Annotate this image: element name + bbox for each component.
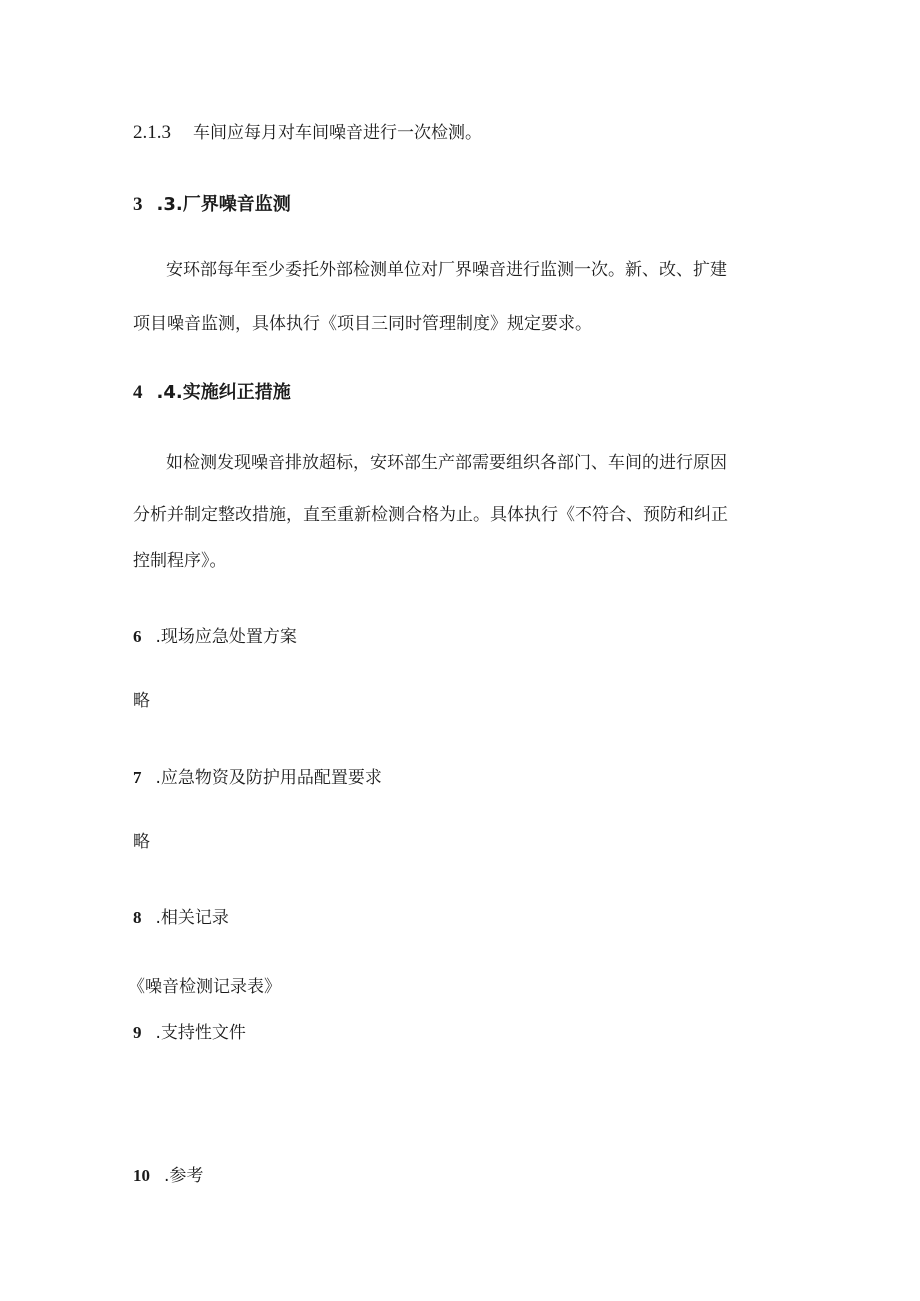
section-title: .现场应急处置方案 <box>155 627 297 647</box>
clause-text: 车间应每月对车间噪音进行一次检测。 <box>193 123 482 143</box>
section-6-body: 略 <box>133 691 150 711</box>
section-8-heading <box>133 907 229 929</box>
clause-number: 2.1.3 <box>133 122 171 143</box>
section-7-heading <box>133 767 382 789</box>
section-title: .3.厂界噪音监测 <box>156 194 291 215</box>
section-9-heading <box>133 1022 246 1044</box>
section-3-heading <box>133 194 291 216</box>
section-4-para-line-3: 控制程序》。 <box>133 551 227 571</box>
section-7-body: 略 <box>133 832 150 852</box>
section-number: 10 <box>133 1166 150 1185</box>
section-3-para-line-2: 项目噪音监测，具体执行《项目三同时管理制度》规定要求。 <box>133 314 592 334</box>
section-4-para-line-1: 如检测发现噪音排放超标，安环部生产部需要组织各部门、车间的进行原因 <box>166 453 727 473</box>
section-title: .参考 <box>164 1166 204 1186</box>
section-title: .4.实施纠正措施 <box>156 382 291 403</box>
section-title: .支持性文件 <box>155 1023 246 1043</box>
section-6-heading <box>133 626 297 648</box>
section-number: 7 <box>133 768 142 787</box>
section-10-heading <box>133 1165 203 1187</box>
section-number: 6 <box>133 627 142 646</box>
section-3-para-line-1: 安环部每年至少委托外部检测单位对厂界噪音进行监测一次。新、改、扩建 <box>166 260 727 280</box>
section-8-body: 《噪音检测记录表》 <box>128 977 281 997</box>
section-number: 8 <box>133 908 142 927</box>
section-title: .应急物资及防护用品配置要求 <box>155 768 382 788</box>
section-title: .相关记录 <box>155 908 229 928</box>
clause-2-1-3 <box>133 122 482 144</box>
section-4-heading <box>133 382 291 404</box>
section-4-para-line-2: 分析并制定整改措施，直至重新检测合格为止。具体执行《不符合、预防和纠正 <box>133 505 728 525</box>
section-number: 4 <box>133 382 143 403</box>
section-number: 3 <box>133 194 143 215</box>
section-number: 9 <box>133 1023 142 1042</box>
